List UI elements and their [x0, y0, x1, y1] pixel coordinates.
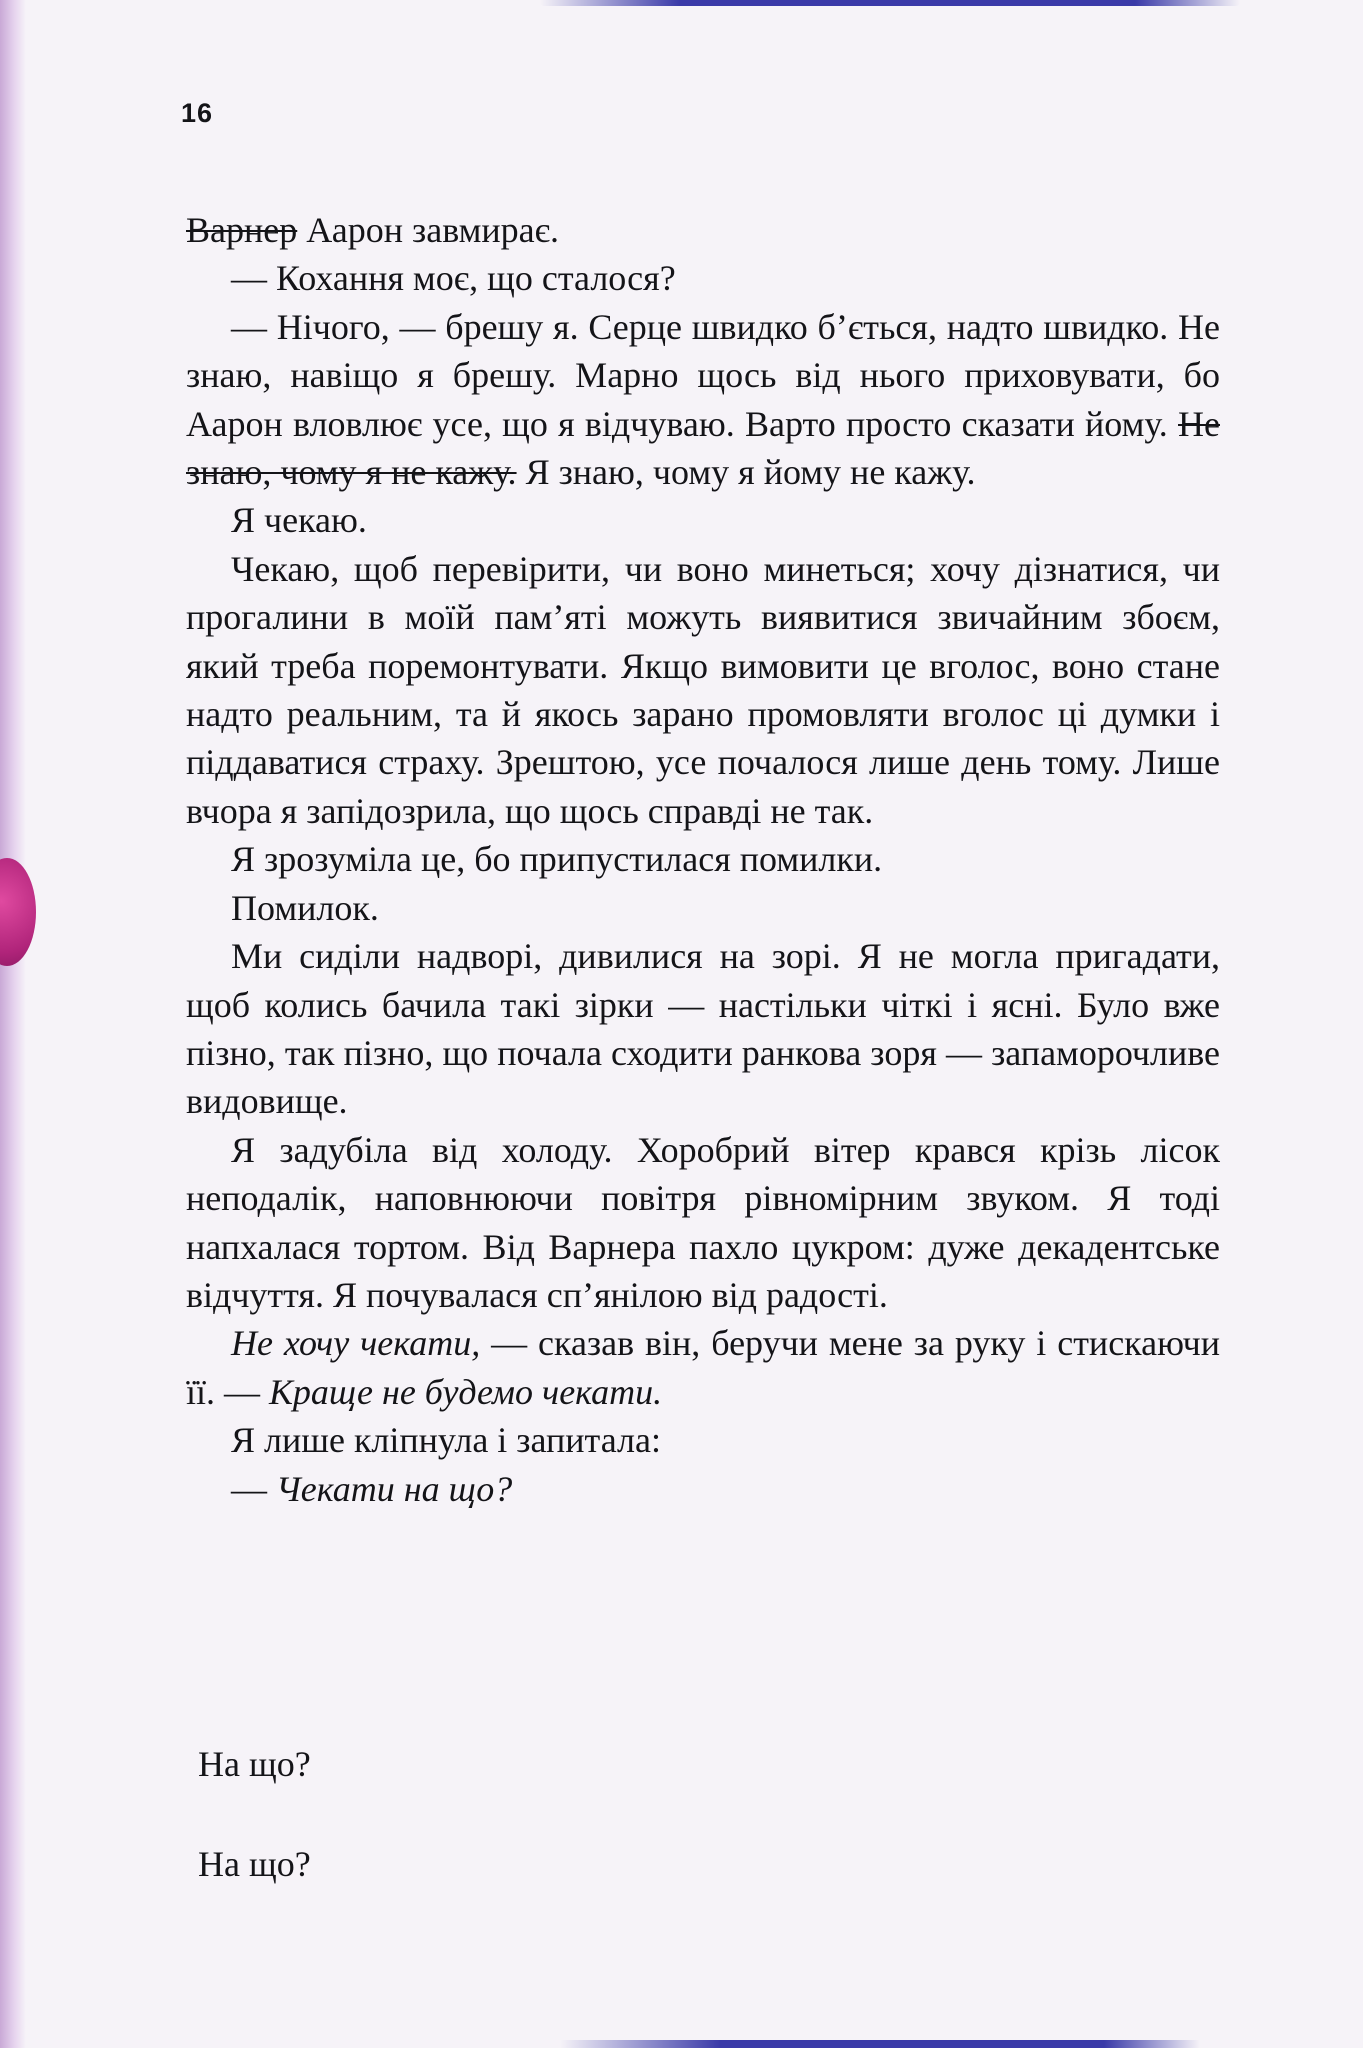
text-run: Аарон завмирає.	[297, 210, 560, 250]
paragraph	[186, 254, 1220, 302]
struck-text: Не знаю, чому я не кажу.	[186, 403, 1220, 493]
page-edge-bottom	[560, 2040, 1200, 2048]
page-number: 16	[181, 98, 214, 128]
coda-line-1: На що?	[198, 1744, 311, 1784]
struck-text: Варнер	[186, 210, 298, 250]
italic-text: Не хочу чекати,	[231, 1323, 481, 1364]
text-run: Я зрозуміла це, бо припустилася помилки.	[231, 839, 883, 880]
text-run: Чекаю, щоб перевірити, чи воно минеться; хочу дізнатися, чи прогалини в моїй пам’яті можуть виявитися звичайним збоєм, який треба поремонтувати. Якщо вимовити це вголос, воно стане надто реальним, та й якось зарано промовляти вголос ці думки і піддаватися страху. Зрештою, усе почалося лише день тому. Лише вчора я запідозрила, що щось справді не так.	[186, 548, 1220, 831]
page-edge-top	[540, 0, 1240, 6]
text-run: Помилок.	[231, 887, 379, 928]
coda-line-2: На що?	[198, 1844, 311, 1884]
text-run: Я знаю, чому я йому не кажу.	[516, 452, 976, 493]
text-run: Я лише кліпнула і запитала:	[231, 1420, 661, 1461]
text-run: —	[231, 1468, 276, 1509]
text-run: — Кохання моє, що сталося?	[231, 258, 676, 299]
paragraph	[186, 932, 1220, 1126]
paragraph	[186, 1126, 1220, 1320]
paragraph	[186, 496, 1220, 544]
text-run: Я чекаю.	[231, 500, 367, 541]
text-run: Ми сиділи надворі, дивилися на зорі. Я не могла пригадати, щоб колись бачила такі зірки — настільки чіткі і ясні. Було вже пізно, так пізно, що почала сходити ранкова зоря — запаморочливе видовище.	[186, 936, 1220, 1122]
paragraph	[186, 1319, 1220, 1416]
paragraph	[186, 835, 1220, 883]
page-edge-left	[0, 0, 26, 2048]
italic-text: Краще не будемо чекати.	[269, 1371, 663, 1412]
paragraph	[186, 206, 1220, 254]
paragraph	[186, 303, 1220, 497]
paragraph	[186, 884, 1220, 932]
italic-text: Чекати на що?	[276, 1468, 513, 1509]
paragraph	[186, 545, 1220, 835]
text-run: — Нічого, — брешу я. Серце швидко б’ється, надто швидко. Не знаю, навіщо я брешу. Марно щось від нього приховувати, бо Аарон вловлює усе, що я відчуваю. Варто просто сказати йому.	[186, 306, 1220, 444]
text-run: Я задубіла від холоду. Хоробрий вітер крався крізь лісок неподалік, наповнюючи повітря рівномірним звуком. Я тоді напхалася тортом. Від Варнера пахло цукром: дуже декадентське відчуття. Я почувалася сп’янілою від радості.	[186, 1129, 1220, 1315]
paragraph	[186, 1416, 1220, 1464]
sticky-tab	[0, 858, 36, 966]
paragraph	[186, 1465, 1220, 1513]
body-text	[186, 206, 1220, 1513]
text-run: — сказав він, беручи мене за руку і стискаючи її. —	[186, 1323, 1220, 1412]
